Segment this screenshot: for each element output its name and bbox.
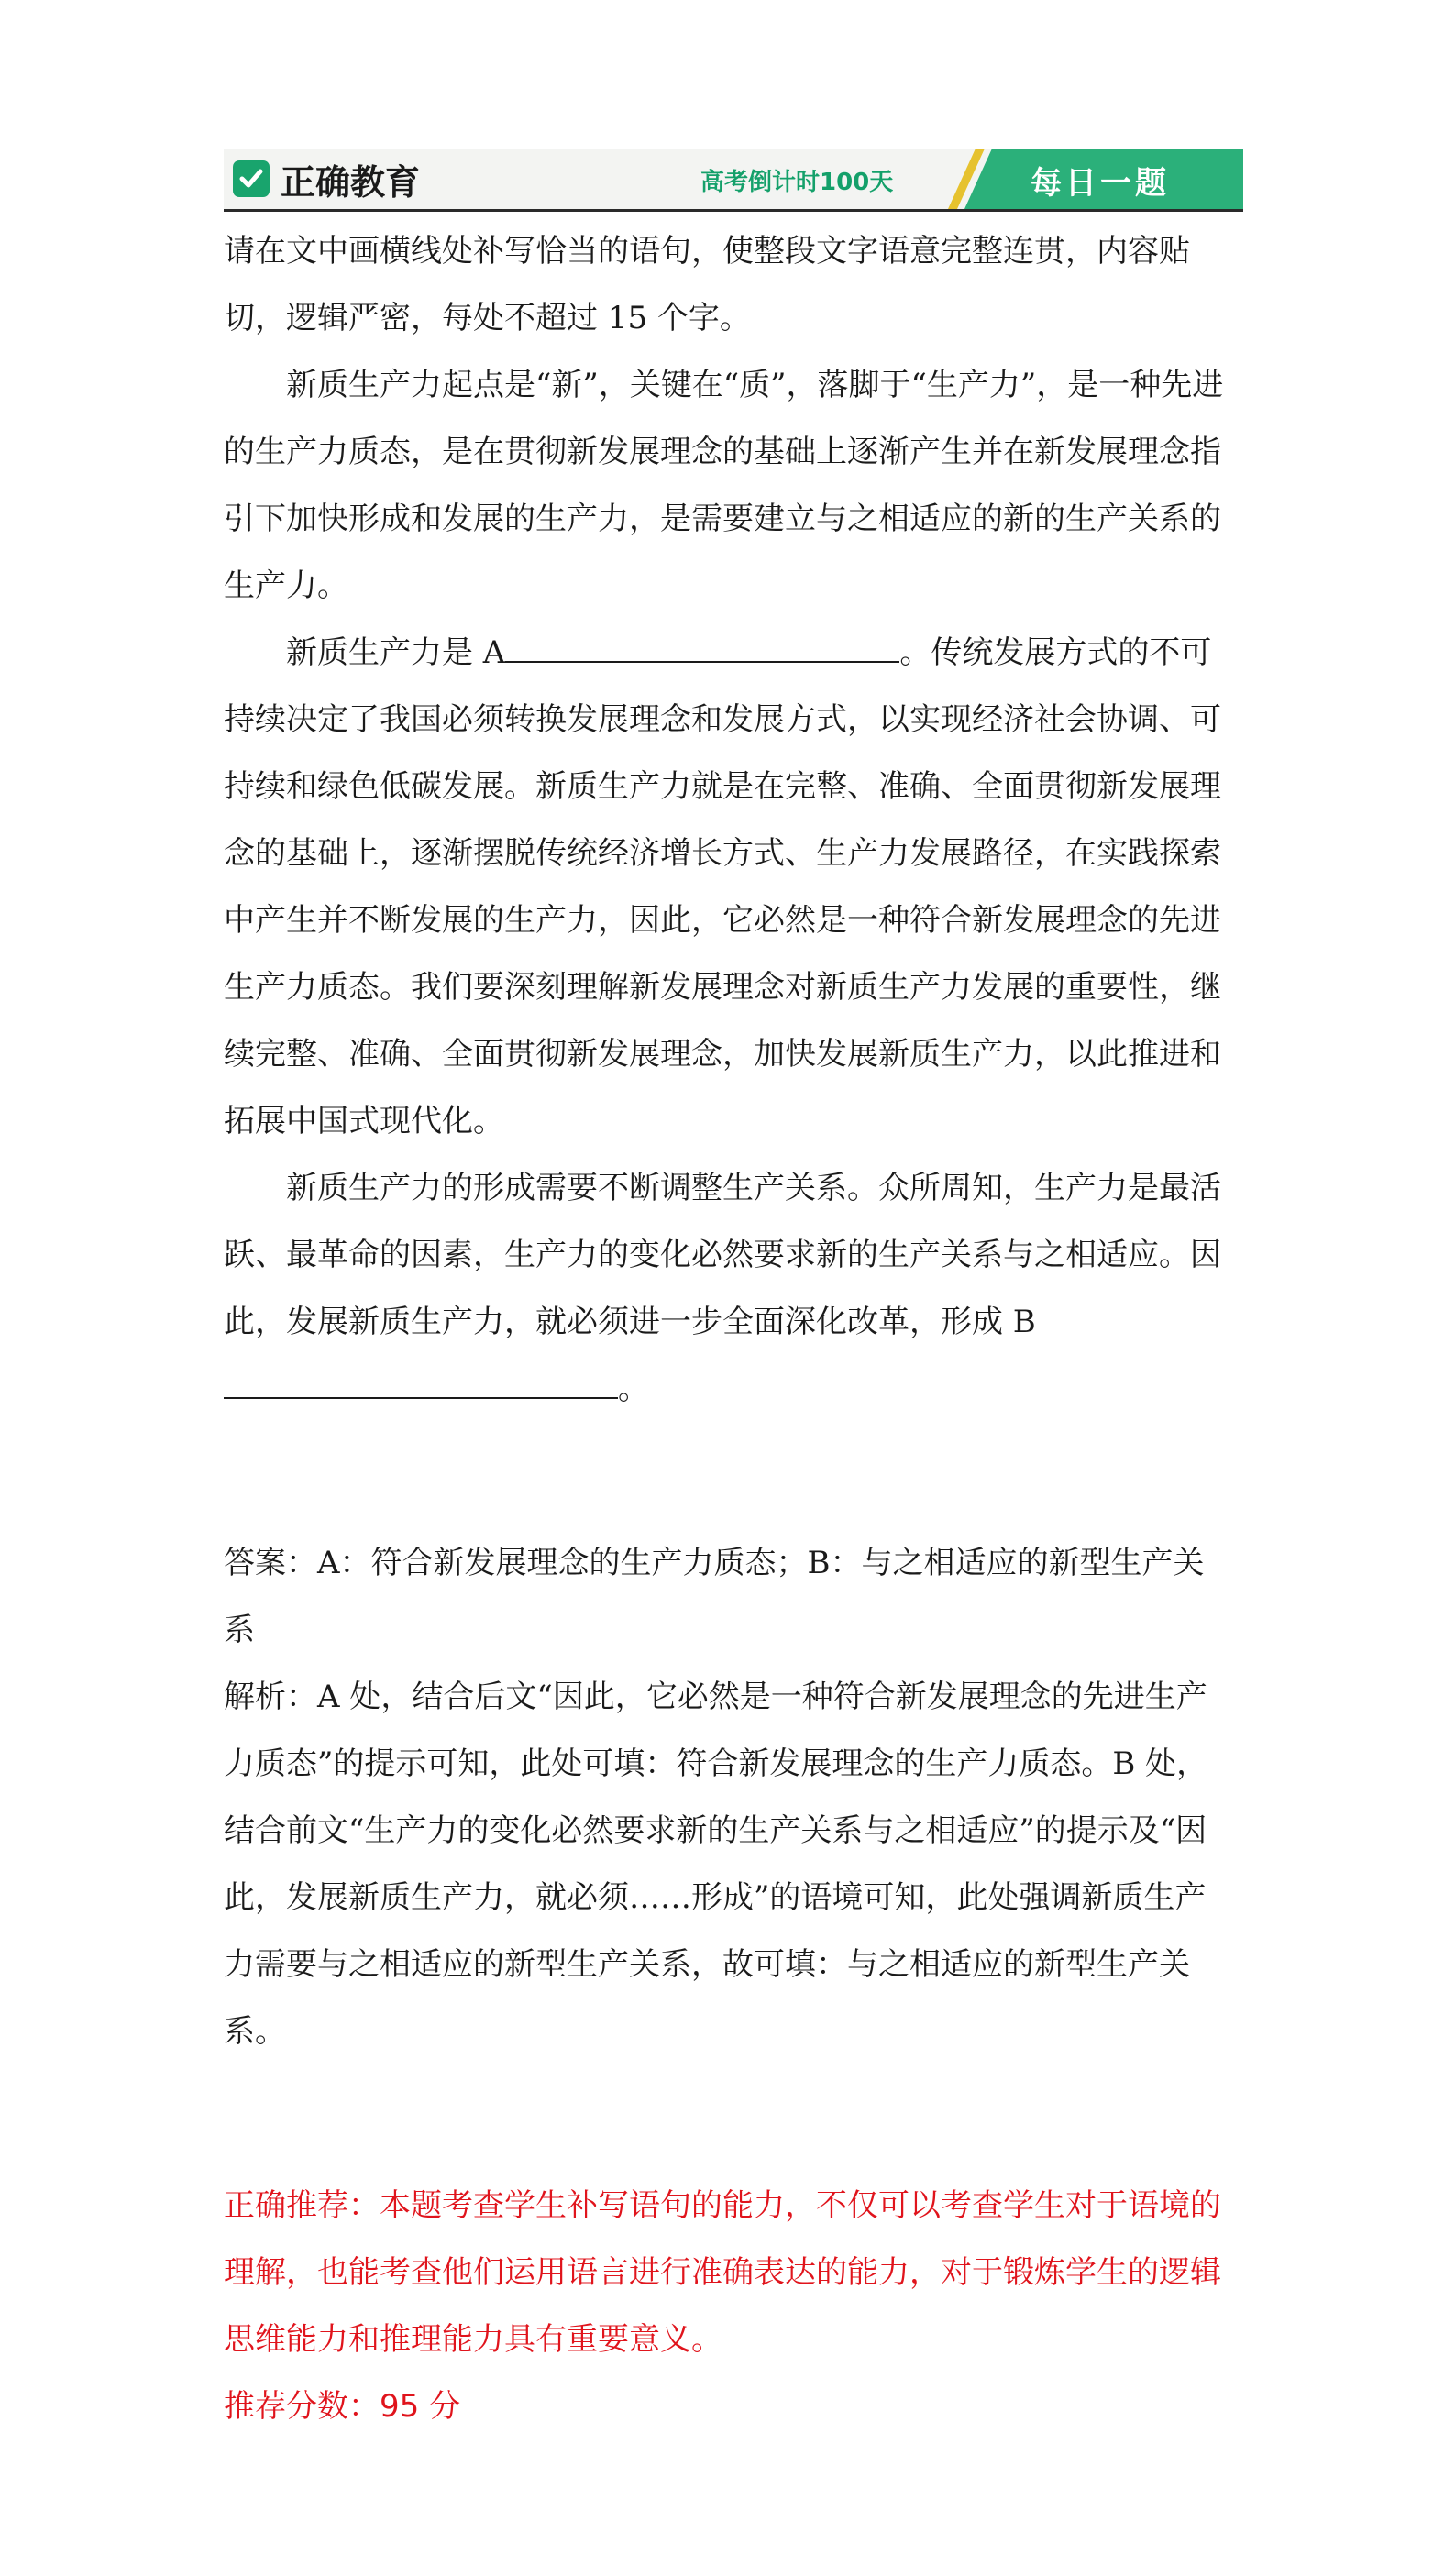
daily-question-badge: 每日一题: [1031, 165, 1170, 202]
brand-name: 正确教育: [281, 161, 421, 203]
recommendation-text: 正确推荐：本题考查学生补写语句的能力，不仅可以考查学生对于语境的理解，也能考查他们运用语言进行准确表达的能力，对于锻炼学生的逻辑思维能力和推理能力具有重要意义。: [224, 2187, 1221, 2358]
question-instruction: 请在文中画横线处补写恰当的语句，使整段文字语意完整连贯，内容贴切，逻辑严密，每处不超过 15 个字。: [224, 233, 1190, 336]
brand-logo: [233, 156, 420, 202]
paragraph-2-lead: 新质生产力是 A: [286, 634, 506, 671]
countdown-label: 高考倒计时100天: [700, 169, 894, 196]
paragraph-2-rest: 。传统发展方式的不可持续决定了我国必须转换发展理念和发展方式，以实现经济社会协调、可持续和绿色低碳发展。新质生产力就是在完整、准确、全面贯彻新发展理念的基础上，逐渐摆脱传统经济增长方式、生产力发展路径，在实践探索中产生并不断发展的生产力，因此，它必然是一种符合新发展理念的先进生产力质态。我们要深刻理解新发展理念对新质生产力发展的重要性，继续完整、准确、全面贯彻新发展理念，加快发展新质生产力，以此推进和拓展中国式现代化。: [224, 634, 1221, 1139]
answer-text: 答案：A：符合新发展理念的生产力质态；B：与之相适应的新型生产关系: [224, 1545, 1205, 1648]
question-paragraph-2: [224, 620, 1232, 1155]
question-paragraph-1: 新质生产力起点是“新”，关键在“质”，落脚于“生产力”，是一种先进的生产力质态，是在贯彻新发展理念的基础上逐渐产生并在新发展理念指引下加快形成和发展的生产力，是需要建立与之相适应的新的生产关系的生产力。: [224, 367, 1224, 604]
paragraph-3-rest: 。: [618, 1371, 649, 1407]
blank-b: [224, 1370, 618, 1399]
question-paragraph-3: [224, 1155, 1232, 1423]
analysis-text: 解析：A 处，结合后文“因此，它必然是一种符合新发展理念的先进生产力质态”的提示可知，此处可填：符合新发展理念的生产力质态。B 处，结合前文“生产力的变化必然要求新的生产关系与之相适应”的提示及“因此，发展新质生产力，就必须……形成”的语境可知，此处强调新质生产力需要与之相适应的新型生产关系，故可填：与之相适应的新型生产关系。: [224, 1679, 1208, 2050]
check-icon: [233, 160, 270, 197]
paragraph-3-lead: 新质生产力的形成需要不断调整生产关系。众所周知，生产力是最活跃、最革命的因素，生产力的变化必然要求新的生产关系与之相适应。因此，发展新质生产力，就必须进一步全面深化改革，形成 B: [224, 1170, 1221, 1340]
recommended-score: 推荐分数：95 分: [224, 2388, 461, 2425]
header-banner: [224, 149, 1243, 212]
blank-a: [505, 633, 899, 663]
document-body: [224, 218, 1232, 2440]
